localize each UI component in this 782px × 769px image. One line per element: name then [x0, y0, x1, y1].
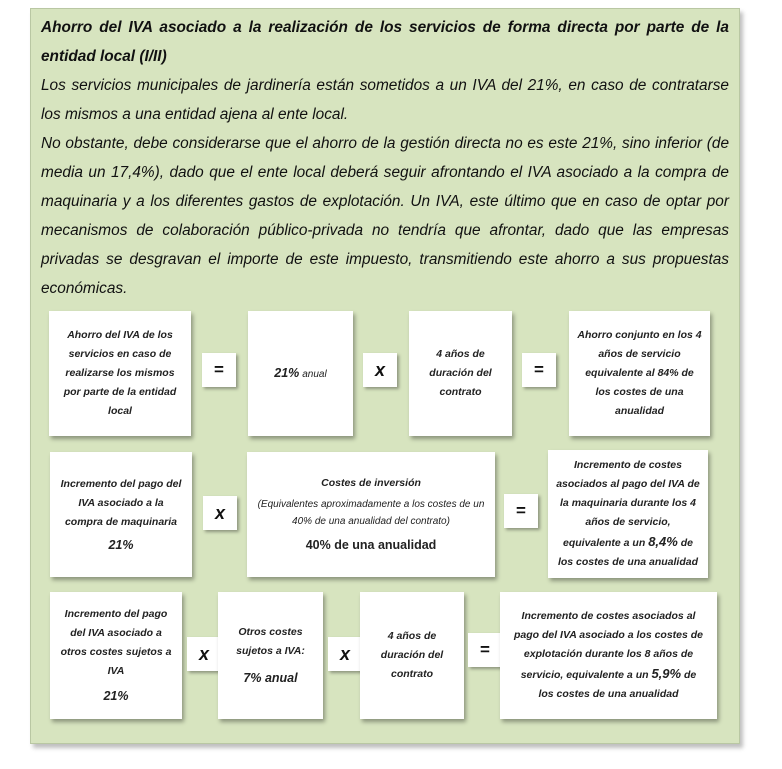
row1-equals-2: = — [522, 353, 556, 387]
row3-rate-box — [218, 592, 323, 719]
row1-result-text: Ahorro conjunto en los 4 años de servicio equivalente al 84% de los costes de una anualidad — [577, 329, 702, 417]
row2-result-post: de los costes de una anualidad — [557, 537, 699, 568]
row1-equals-1: = — [202, 353, 236, 387]
row2-result-box — [548, 450, 708, 578]
row3-othercosts-box — [50, 592, 182, 719]
row2-result-pre: Incremento de costes asociados al pago del IVA de la maquinaria durante los 4 años de servicio, equivalente a un — [556, 459, 700, 549]
row2-times: x — [203, 496, 237, 530]
row2-machinery-text: Incremento del pago del IVA asociado a la compra de maquinaria — [60, 477, 182, 528]
row3-rate-text: Otros costes sujetos a IVA: — [236, 626, 305, 657]
row3-times-2: x — [328, 637, 362, 671]
row2-investment-note: (Equivalentes aproximadamente a los costes de un 40% de una anualidad del contrato) — [257, 499, 485, 527]
row1-rate-value: 21% — [274, 365, 300, 380]
row1-savings-text: Ahorro del IVA de los servicios en caso de realizarse los mismos por parte de la entidad local — [63, 329, 177, 417]
row2-machinery-box — [50, 452, 192, 577]
row2-result-value: 8,4% — [648, 534, 678, 549]
row1-rate-box — [248, 311, 353, 436]
row3-result-post: de los costes de una anualidad — [538, 669, 697, 700]
section-title: Ahorro del IVA asociado a la realización de los servicios de forma directa por parte de la entidad local (I/II) — [41, 19, 729, 65]
row3-result-box — [500, 592, 717, 719]
row3-times-1: x — [187, 637, 221, 671]
row1-times: x — [363, 353, 397, 387]
row3-othercosts-text: Incremento del pago del IVA asociado a otros costes sujetos a IVA — [60, 608, 172, 677]
row1-savings-box — [49, 311, 191, 436]
row1-rate-unit: anual — [302, 368, 327, 380]
row1-duration-box — [409, 311, 512, 436]
row1-result-box — [569, 311, 710, 436]
row3-result-value: 5,9% — [651, 666, 682, 681]
paragraph-1: Los servicios municipales de jardinería están sometidos a un IVA del 21%, en caso de contratarse los mismos a una entidad ajena al ente local. — [41, 77, 729, 123]
row2-investment-box — [247, 452, 495, 577]
row2-machinery-value: 21% — [108, 537, 134, 552]
row3-equals: = — [468, 633, 502, 667]
row3-duration-text: 4 años de duración del contrato — [380, 630, 444, 680]
row3-result-pre: Incremento de costes asociados al pago del IVA asociado a los costes de explotación durante los 8 años de servicio, equivalente a un — [513, 610, 704, 681]
row2-investment-title: Costes de inversión — [321, 477, 421, 489]
row3-duration-box — [360, 592, 464, 719]
row3-rate-value: 7% anual — [243, 671, 298, 685]
row3-othercosts-value: 21% — [103, 689, 129, 703]
row2-equals: = — [504, 494, 538, 528]
text-block — [41, 13, 729, 303]
row2-investment-value: 40% de una anualidad — [305, 538, 437, 552]
paragraph-2: No obstante, debe considerarse que el ahorro de la gestión directa no es este 21%, sino inferior (de media un 17,4%), dado que el ente local deberá seguir afrontando el IVA asociado a la compra de maquinaria y a los diferentes gastos de explotación. Un IVA, este último que en caso de optar por mecanismos de colaboración público-privada no tendría que afrontar, dado que las empresas privadas se desgravan el importe de este impuesto, transmitiendo este ahorro a sus propuestas económicas. — [41, 135, 729, 297]
row1-duration-text: 4 años de duración del contrato — [429, 348, 492, 398]
